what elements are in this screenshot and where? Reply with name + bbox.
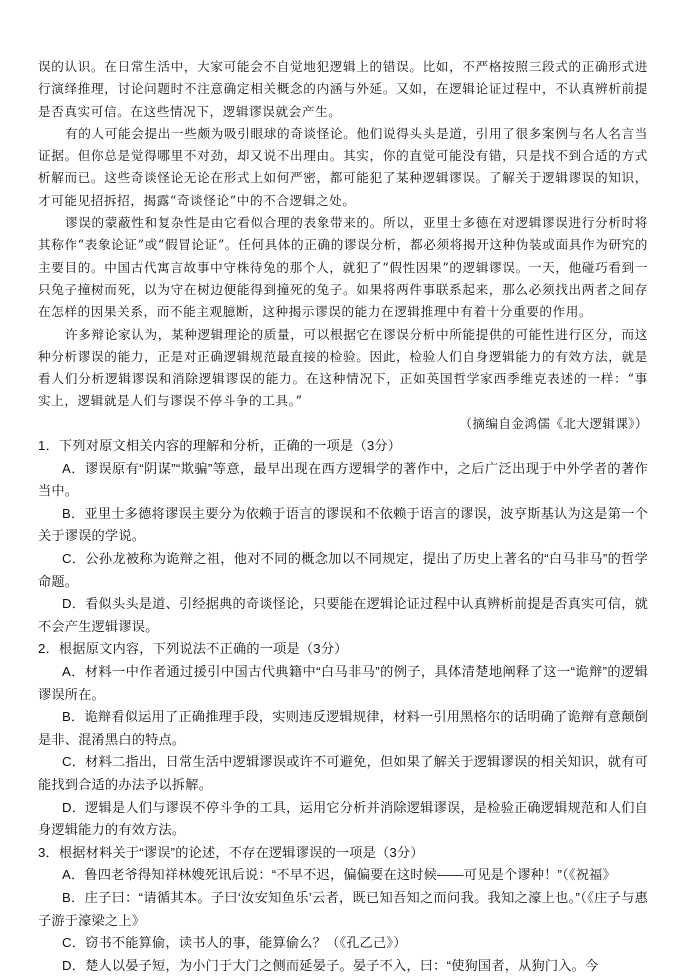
option-a: A．谬误原有“阴谋”“欺骗”等意，最早出现在西方逻辑学的著作中，之后广泛出现于中外学者的著作当中。 — [38, 460, 648, 499]
question-stem: 3．根据材料关于“谬误”的论述，不存在逻辑谬误的一项是（3分） — [38, 844, 424, 860]
question-stem: 2．根据原文内容，下列说法不正确的一项是（3分） — [38, 641, 348, 657]
option-c: C．窃书不能算偷，读书人的事，能算偷么？（《孔乙己》） — [62, 935, 407, 951]
option-b: B．诡辩看似运用了正确推理手段，实则违反逻辑规律，材料一引用黑格尔的话明确了诡辩有意颠倒是非、混淆黑白的特点。 — [38, 709, 648, 747]
question-1 — [38, 435, 648, 638]
passage-paragraph-4: 许多辩论家认为，某种逻辑理论的质量，可以根据它在谬误分析中所能提供的可能性进行区分，而这种分析谬误的能力，正是对正确逻辑规范最直接的检验。因此，检验人们自身逻辑能力的有效方法，就是看人们分析逻辑谬误和消除逻辑谬误的能力。在这种情况下，正如英国哲学家西季维克表述的一样：“事实上，逻辑就是人们与谬误不停斗争的工具。” — [38, 326, 648, 409]
passage-paragraph-1: 误的认识。在日常生活中，大家可能会不自觉地犯逻辑上的错误。比如，不严格按照三段式的正确形式进行演绎推理，讨论问题时不注意确定相关概念的内涵与外延。又如，在逻辑论证过程中，不认真辨析前提是否真实可信。在这些情况下，逻辑谬误就会产生。 — [38, 59, 648, 119]
option-b: B．亚里士多德将谬误主要分为依赖于语言的谬误和不依赖于语言的谬误，波亨斯基认为这是第一个关于谬误的学说。 — [38, 505, 648, 544]
option-b: B．庄子曰：“请循其本。子曰‘汝安知鱼乐’云者，既已知吾知之而问我。我知之濠上也。”（《庄子与惠子游于濠梁之上》 — [38, 889, 648, 928]
option-a: A．鲁四老爷得知祥林嫂死讯后说：“不早不迟，偏偏要在这时候——可见是个谬种！”（《祝福》 — [62, 867, 616, 883]
option-d: D．看似头头是道、引经据典的奇谈怪论，只要能在逻辑论证过程中认真辨析前提是否真实可信，就不会产生逻辑谬误。 — [38, 596, 648, 634]
question-3 — [38, 842, 648, 977]
question-stem: 1．下列对原文相关内容的理解和分析，正确的一项是（3分） — [38, 438, 402, 454]
passage-source: （摘编自金鸿儒《北大逻辑课》） — [459, 415, 648, 431]
passage-paragraph-3: 谬误的蒙蔽性和复杂性是由它看似合理的表象带来的。所以，亚里士多德在对逻辑谬误进行分析时将其称作“表象论证”或“假冒论证”。任何具体的正确的谬误分析，都必须将揭开这种伪装或面具作为研究的主要目的。中国古代寓言故事中守株待兔的那个人，就犯了“假性因果”的逻辑谬误。一天，他碰巧看到一只兔子撞树而死，以为守在树边便能得到撞死的兔子。如果将两件事联系起来，那么必须找出两者之间存在怎样的因果关系，而不能主观臆断，这种揭示谬误的能力在逻辑推理中有着十分重要的作用。 — [38, 215, 648, 320]
option-c: C．公孙龙被称为诡辩之祖，他对不同的概念加以不同规定，提出了历史上著名的“白马非马”的哲学命题。 — [38, 551, 648, 589]
option-a: A．材料一中作者通过援引中国古代典籍中“白马非马”的例子，具体清楚地阐释了这一“诡辩”的逻辑谬误所在。 — [38, 663, 648, 702]
option-c: C．材料二指出，日常生活中逻辑谬误或许不可避免，但如果了解关于逻辑谬误的相关知识，就有可能找到合适的办法予以拆解。 — [38, 754, 648, 792]
reading-passage — [38, 56, 648, 435]
passage-paragraph-2: 有的人可能会提出一些颇为吸引眼球的奇谈怪论。他们说得头头是道，引用了很多案例与名人名言当证据。但你总是觉得哪里不对劲，却又说不出理由。其实，你的直觉可能没有错，只是找不到合适的方式析解而已。这些奇谈怪论无论在形式上如何严密，都可能犯了某种逻辑谬误。了解关于逻辑谬误的知识，才可能见招拆招，揭露“奇谈怪论”中的不合逻辑之处。 — [38, 125, 648, 208]
option-d: D．楚人以晏子短，为小门于大门之侧而延晏子。晏子不入，曰：“使狗国者，从狗门入。今 — [62, 957, 599, 973]
option-d: D．逻辑是人们与谬误不停斗争的工具，运用它分析并消除逻辑谬误，是检验正确逻辑规范和人们自身逻辑能力的有效方法。 — [38, 799, 648, 838]
question-2 — [38, 638, 648, 841]
